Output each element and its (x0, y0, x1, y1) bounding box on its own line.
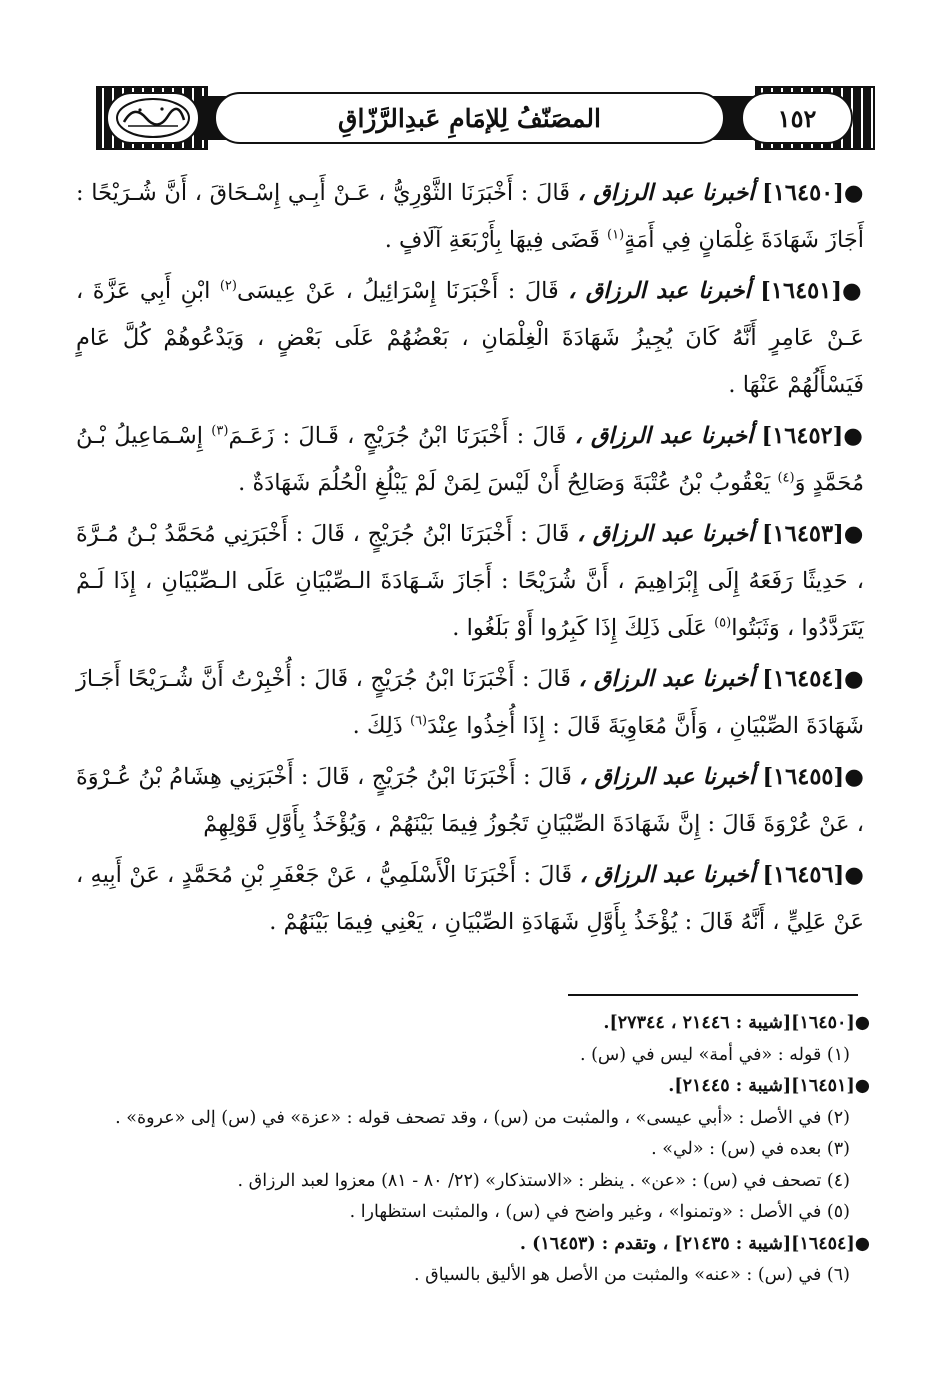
narration-16456 (76, 852, 864, 946)
narration-num: ١٦٤٥١ (770, 278, 832, 304)
footnote-item: (٥) في الأصل : «وتمنوا» ، وغير واضح في (س) ، والمثبت استظهارا . (349, 1202, 850, 1222)
narration-text-cont: ذَلِكَ . (352, 713, 403, 739)
narration-number (762, 666, 844, 692)
footnote-marker[interactable]: (٢) (219, 278, 237, 294)
narration-text: قَالَ : أَخْبَرَنَا الثَّوْرِيُّ ، عَـنْ أَبِـي إِسْـحَاقَ ، أَنَّ شُـرَيْحًا : أَجَازَ شَهَادَةَ غِلْمَانٍ فِي أَمَةٍ (76, 180, 864, 253)
isnad-opening: أخبرنا عبد الرزاق ، (568, 278, 751, 304)
narration-number (762, 521, 844, 547)
bullet: ● (844, 764, 865, 790)
bracket-close: ] (761, 423, 773, 449)
narration-number (762, 180, 844, 206)
footnote-reference: ●[١٦٤٥٤][شيبة : ٢١٤٣٥] ، وتقدم : (١٦٤٥٣) . (519, 1233, 870, 1254)
bullet: ● (844, 862, 865, 888)
bracket-open: [ (831, 278, 842, 304)
isnad-opening: أخبرنا عبد الرزاق ، (579, 764, 756, 790)
footnote-marker[interactable]: (١) (607, 227, 625, 243)
bullet: ● (842, 278, 864, 304)
isnad-opening: أخبرنا عبد الرزاق ، (579, 862, 756, 888)
narration-16450 (76, 170, 864, 264)
footnote-marker[interactable]: (٣) (211, 423, 229, 439)
narration-text: قَالَ : أَخْبَرَنَا ابْنُ جُرَيْجٍ ، قَالَ : أُخْبِرْتُ أَنَّ شُـرَيْحًا أَجَـازَ شَهَادَةَ الصِّبْيَانِ ، وَأَنَّ مُعَاوِيَةَ قَالَ : إِذَا أُخِذُوا عِنْدَ (76, 666, 864, 739)
bracket-close: ] (762, 521, 773, 547)
narration-text-cont: ابْنِ أَبِي عَزَّةَ ، عَـنْ عَامِرٍ أَنَّهُ كَانَ يُجِيزُ شَهَادَةَ الْغِلْمَانِ ، بَعْضُهُمْ عَلَى بَعْضٍ ، وَيَدْعُوهُمْ كُلَّ عَامٍ فَيَسْأَلُهُمْ عَنْهَا . (76, 278, 864, 398)
isnad-opening: أخبرنا عبد الرزاق ، (577, 180, 755, 206)
bracket-open: [ (832, 423, 844, 449)
bracket-close: ] (762, 764, 774, 790)
narration-number (762, 764, 844, 790)
calligraphy-seal-icon (106, 92, 200, 144)
bullet: ● (843, 521, 864, 547)
narration-text: قَالَ : أَخْبَرَنَا إِسْرَائِيلُ ، عَنْ عِيسَى (236, 278, 559, 304)
bracket-open: [ (833, 862, 845, 888)
bullet: ● (843, 180, 865, 206)
footnote-item: (١) قوله : «في أمة» ليس في (س) . (579, 1044, 850, 1065)
footnote-reference: ●[١٦٤٥٠][شيبة : ٢١٤٤٦ ، ٢٧٣٤٤]. (603, 1013, 870, 1033)
footnote-item: (٣) بعده في (س) : «لي» . (651, 1139, 850, 1159)
footnote-item: (٤) تصحف في (س) : «عن» . ينظر : «الاستذكار» (٢٢/ ٨٠ - ٨١) معزوا لعبد الرزاق . (237, 1170, 850, 1191)
footnote-reference: ●[١٦٤٥١][شيبة : ٢١٤٤٥]. (668, 1076, 870, 1096)
narration-number (760, 278, 842, 304)
narration-text: قَالَ : أَخْبَرَنَا الْأَسْلَمِيُّ ، عَنْ جَعْفَرِ بْنِ مُحَمَّدٍ ، عَنْ أَبِيهِ ، عَنْ عَلِيٍّ ، أَنَّهُ قَالَ : يُؤْخَذُ بِأَوَّلِ شَهَادَةِ الصِّبْيَانِ ، يَعْنِي فِيمَا بَيْنَهُمْ . (76, 862, 864, 935)
narration-num: ١٦٤٥٠ (772, 180, 834, 206)
narration-num: ١٦٤٥٦ (773, 862, 834, 888)
bracket-open: [ (833, 521, 844, 547)
bracket-close: ] (762, 862, 774, 888)
narration-text: قَالَ : أَخْبَرَنَا ابْنُ جُرَيْجٍ ، قَالَ : أَخْبَرَنِي هِشَامُ بْنُ عُـرْوَةَ ، عَنْ عُرْوَةَ قَالَ : إِنَّ شَهَادَةَ الصِّبْيَانِ تَجُوزُ فِيمَا بَيْنَهُمْ ، وَيُؤْخَذُ بِأَوَّلِ قَوْلِهِمْ (76, 764, 864, 837)
footnote-marker[interactable]: (٥) (714, 615, 732, 631)
isnad-opening: أخبرنا عبد الرزاق ، (577, 521, 755, 547)
narration-16455 (76, 754, 864, 848)
footnote-marker[interactable]: (٤) (777, 470, 795, 486)
narration-num: ١٦٤٥٥ (773, 764, 834, 790)
narration-text-cont: عَلَى ذَلِكَ إِذَا كَبِرُوا أَوْ بَلَغُوا . (452, 615, 707, 641)
book-title: المصَنّفُ لِلإمَامِ عَبدِالرَّزّاقِ (214, 92, 725, 144)
narration-16454 (76, 656, 864, 750)
narration-16452 (76, 413, 864, 507)
page-number: ١٥٢ (741, 92, 853, 144)
bracket-open: [ (833, 180, 844, 206)
footnote-marker[interactable]: (٦) (409, 713, 428, 729)
footnote-item: (٦) في (س) : «عنه» والمثبت من الأصل هو الأليق بالسياق . (413, 1265, 850, 1285)
bracket-open: [ (833, 764, 845, 790)
narration-num: ١٦٤٥٢ (772, 423, 833, 449)
narration-text: قَالَ : أَخْبَرَنَا ابْنُ جُرَيْجٍ ، قَـالَ : زَعَـمَ (228, 423, 567, 449)
footnote-divider (568, 994, 858, 996)
main-text (76, 170, 864, 950)
narration-text-cont: يَعْقُوبُ بْنُ عُتْبَةَ وَصَالِحُ أَنْ لَيْسَ لِمَنْ لَمْ يَبْلُغِ الْحُلُمَ شَهَادَةٌ . (238, 470, 771, 496)
narration-num: ١٦٤٥٤ (772, 666, 834, 692)
bracket-open: [ (833, 666, 845, 692)
narration-num: ١٦٤٥٣ (772, 521, 834, 547)
bullet: ● (844, 666, 864, 692)
footnote-item: (٢) في الأصل : «أبي عيسى» ، والمثبت من (س) ، وقد تصحف قوله : «عزة» في (س) إلى «عروة» . (115, 1107, 850, 1128)
narration-16453 (76, 511, 864, 652)
narration-number (763, 862, 845, 888)
bracket-close: ] (762, 180, 773, 206)
isnad-opening: أخبرنا عبد الرزاق ، (578, 666, 755, 692)
bullet: ● (843, 423, 865, 449)
seal-logo-icon (114, 96, 192, 140)
isnad-opening: أخبرنا عبد الرزاق ، (574, 423, 754, 449)
bracket-close: ] (760, 278, 771, 304)
page-header-banner (96, 86, 875, 150)
narration-text-cont: قَضَى فِيهَا بِأَرْبَعَةِ آلَافٍ . (384, 227, 600, 253)
narration-text-cont: إِسْـمَاعِيلُ بْـنُ مُحَمَّدٍ وَ (76, 423, 864, 496)
narration-text: قَالَ : أَخْبَرَنَا ابْنُ جُرَيْجٍ ، قَالَ : أَخْبَرَنِي مُحَمَّدُ بْـنُ مُـرَّةَ ، حَدِيثًا رَفَعَهُ إِلَى إِبْرَاهِيمَ ، أَنَّ شُرَيْحًا : أَجَازَ شَـهَادَةَ الـصِّبْيَانِ عَلَى الـصِّبْيَانِ ، إِذَا لَـمْ يَتَرَدَّدُوا ، وَثَبَتُوا (76, 521, 864, 641)
footnotes (90, 1008, 870, 1292)
narration-16451 (76, 268, 864, 409)
narration-number (762, 423, 844, 449)
bracket-close: ] (762, 666, 773, 692)
